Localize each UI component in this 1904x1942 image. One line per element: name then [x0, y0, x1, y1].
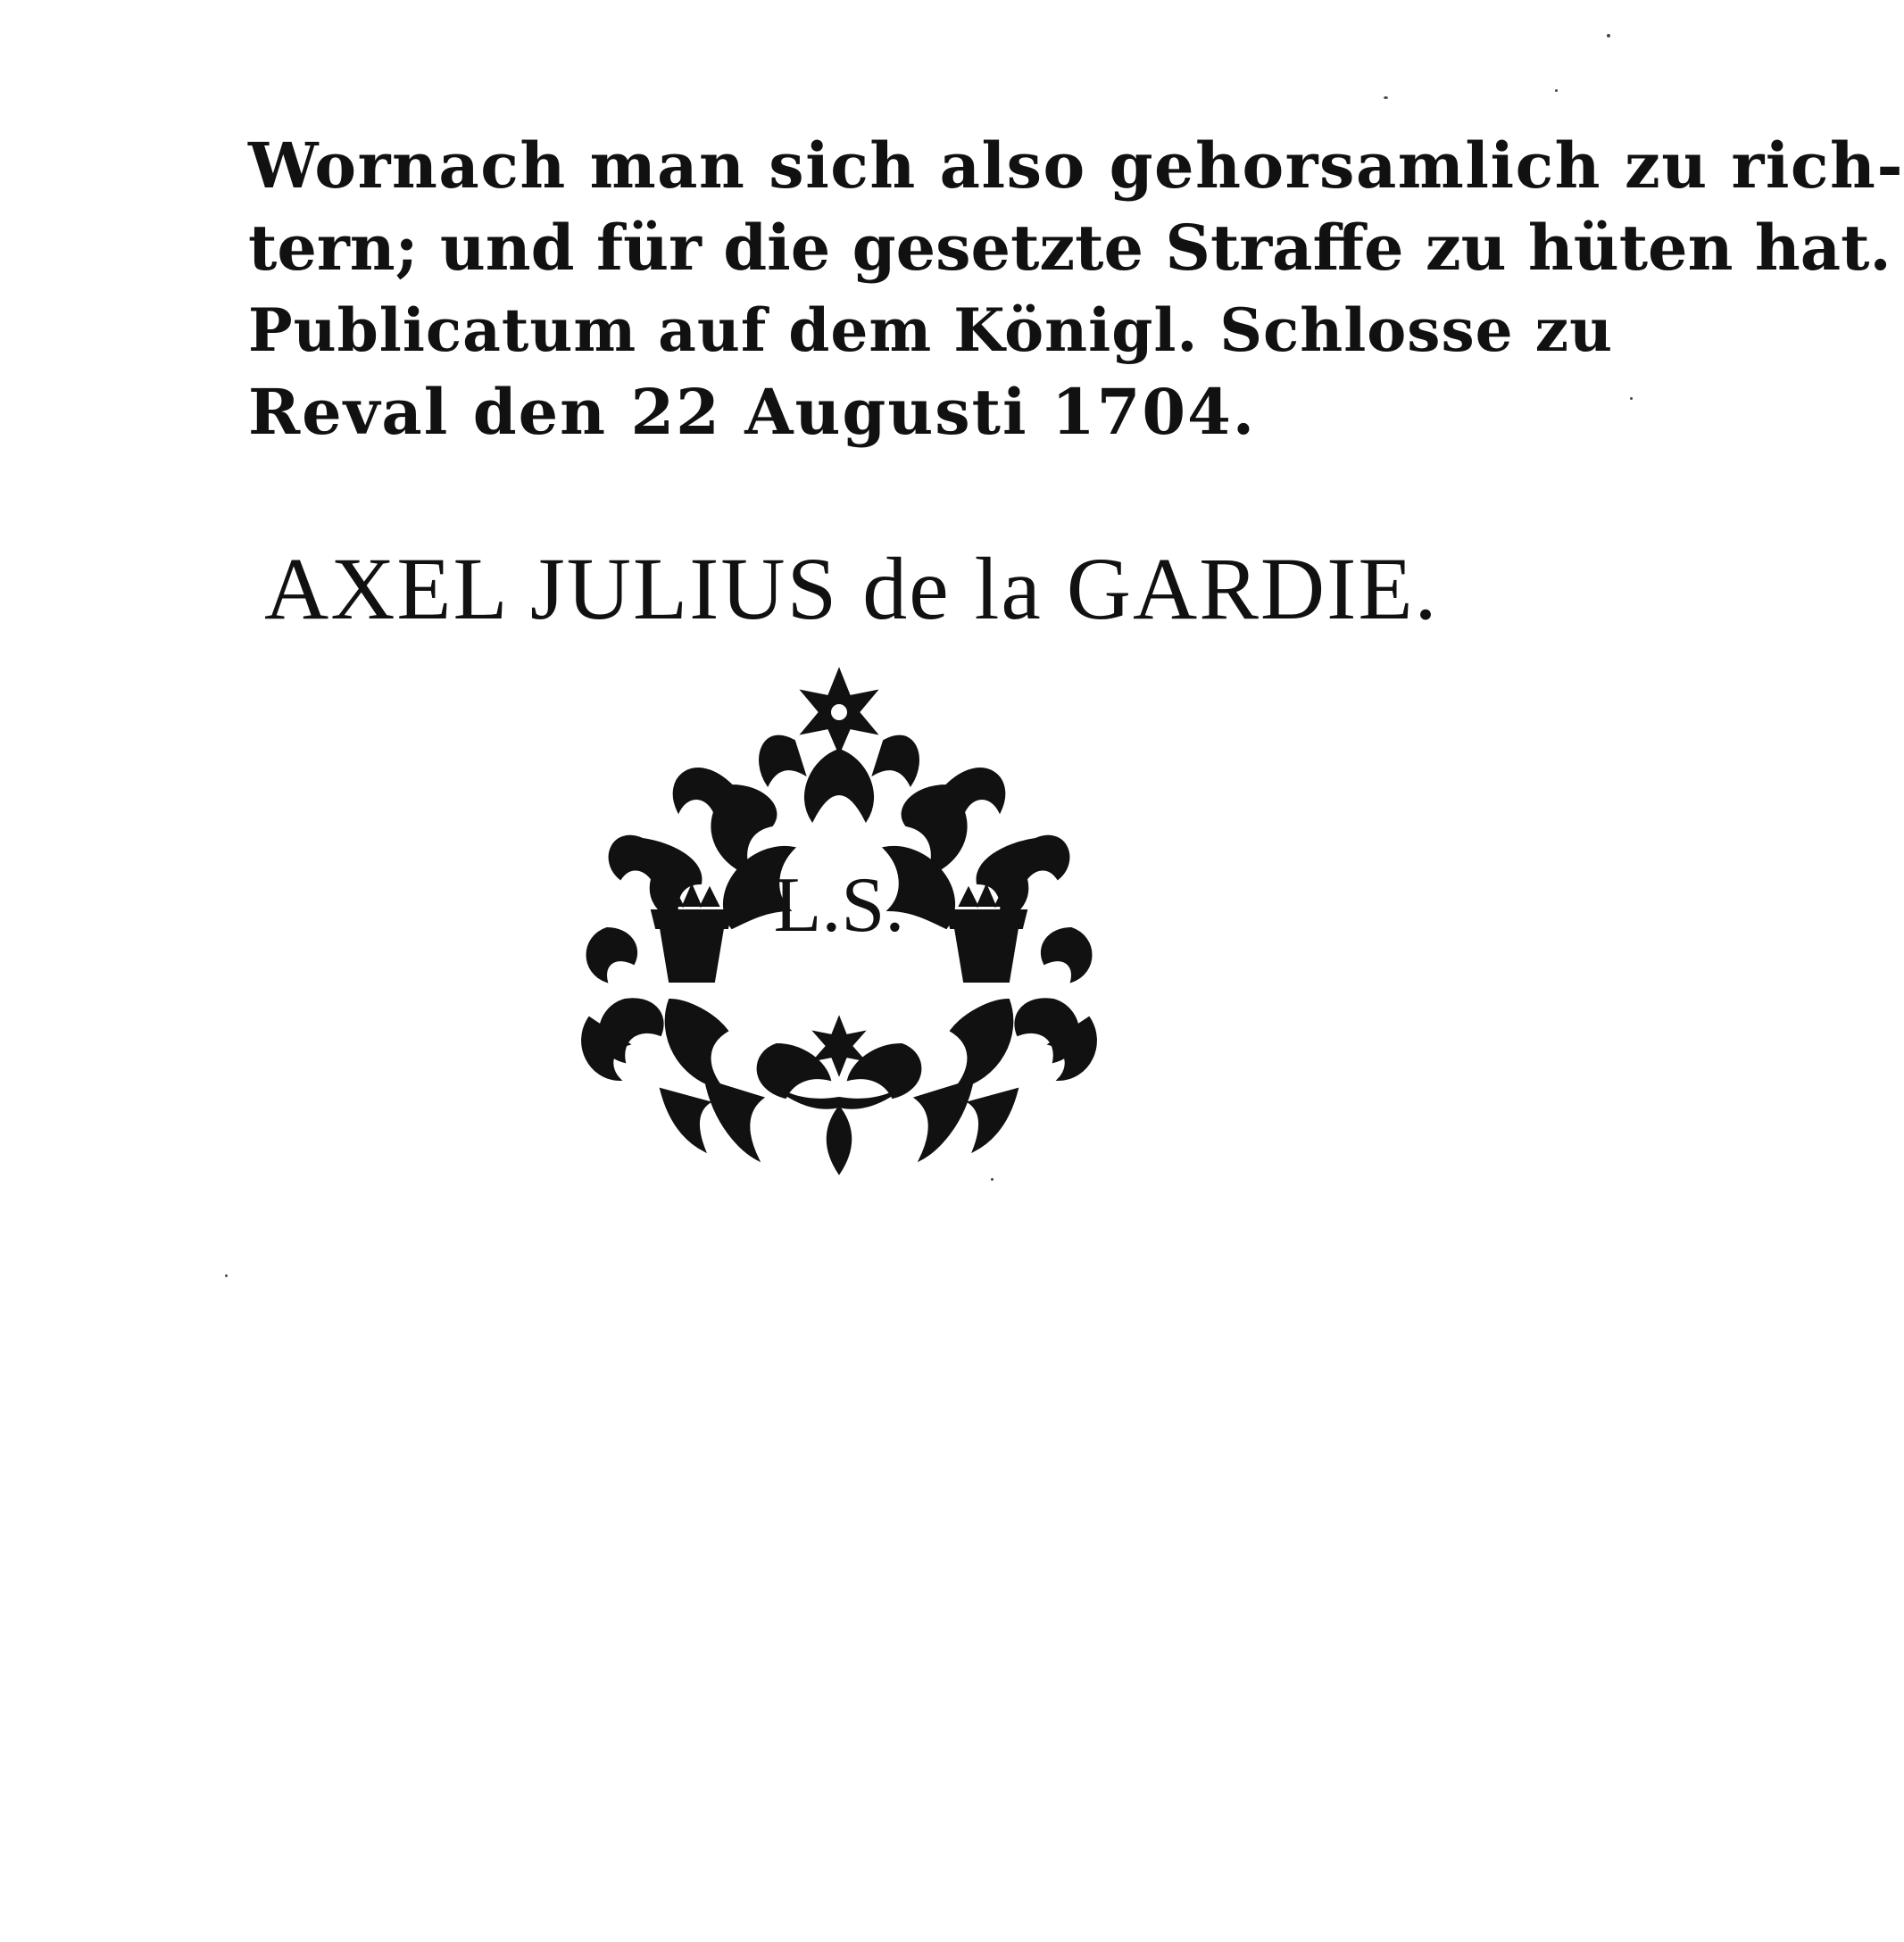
decree-line-2: tern; und für die gesetzte Straffe zu hüten hat.: [248, 211, 1892, 285]
paper-speck: [991, 1178, 994, 1181]
decree-line-1: Wornach man sich also gehorsamlich zu rich-: [248, 129, 1904, 203]
paper-speck: [1630, 397, 1633, 400]
paper-speck: [1384, 96, 1388, 99]
seal-initials: L.S.: [773, 862, 905, 949]
paper-speck: [1607, 34, 1610, 37]
decree-text-block: [248, 125, 1904, 453]
paper-speck: [225, 1274, 228, 1277]
signature-name: AXEL JULIUS de la GARDIE.: [264, 539, 1439, 638]
seal-ornament: [571, 660, 1107, 1178]
paper-speck: [1555, 89, 1558, 92]
decree-line-4: Reval den 22 Augusti 1704.: [248, 375, 1257, 449]
decree-line-3: Publicatum auf dem Königl. Schlosse zu: [248, 295, 1614, 365]
